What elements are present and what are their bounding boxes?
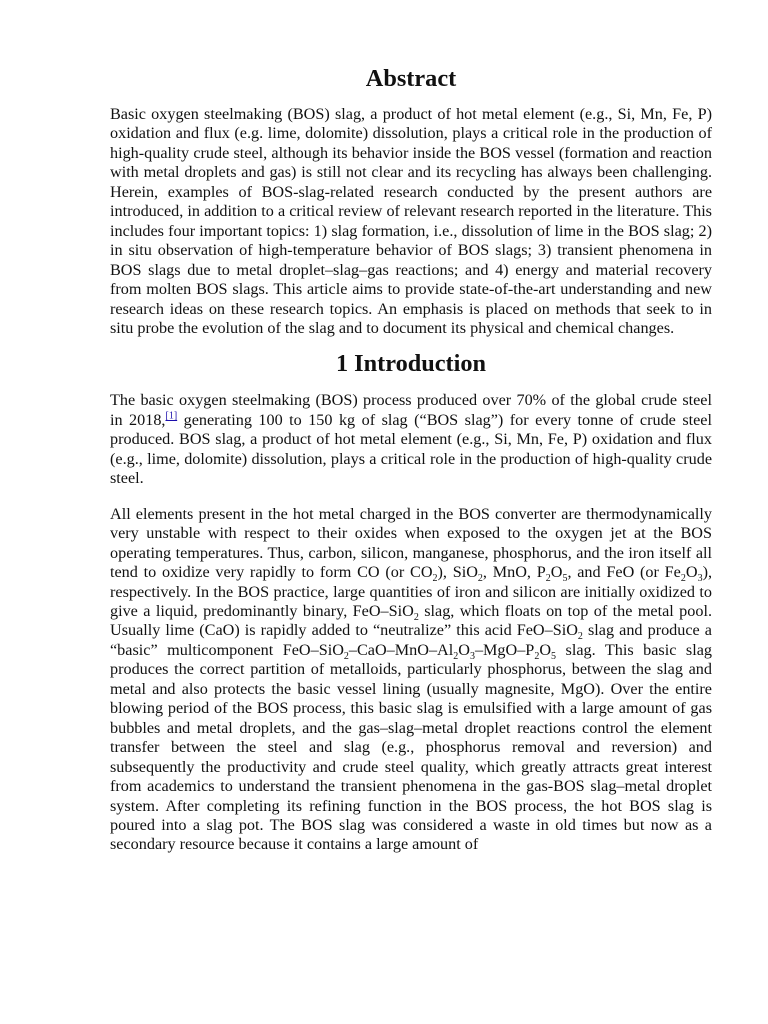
introduction-paragraph-2 bbox=[110, 505, 712, 855]
subscript: 5 bbox=[562, 573, 568, 585]
paragraph-text: , MnO, P bbox=[482, 563, 546, 582]
subscript: 2 bbox=[453, 651, 459, 663]
citation-link[interactable]: [1] bbox=[165, 410, 178, 422]
paragraph-text: generating 100 to 150 kg of slag (“BOS slag”) for every tonne of crude steel produced. BOS slag, a product of hot metal element (e.g., Si, Mn, Fe, P) oxidation and flux (e.g., lime, dolomite) dissolution, plays a critical role in the production of high-quality crude steel. bbox=[110, 410, 712, 488]
introduction-heading: 1 Introduction bbox=[335, 350, 487, 378]
paragraph-text: slag, which floats on top of the metal pool. Usually lime (CaO) is rapidly added to “neutralize” this acid FeO–SiO bbox=[110, 601, 712, 640]
abstract-heading: Abstract bbox=[365, 65, 457, 92]
paragraph-text: ), SiO bbox=[437, 563, 478, 582]
paragraph-text: –MgO–P bbox=[474, 640, 535, 659]
paragraph-text: The basic oxygen steelmaking (BOS) process produced over 70% of the global crude steel in 2018, bbox=[110, 391, 712, 429]
paragraph-text: ), respectively. In the BOS practice, large quantities of iron and silicon are initially oxidized to give a liquid, predominantly binary, FeO–SiO bbox=[110, 563, 712, 620]
subscript: 2 bbox=[534, 651, 540, 663]
subscript: 3 bbox=[469, 651, 475, 663]
paragraph-text: O bbox=[458, 640, 470, 659]
subscript: 2 bbox=[413, 612, 419, 624]
abstract-paragraph: Basic oxygen steelmaking (BOS) slag, a product of hot metal element (e.g., Si, Mn, Fe, P) oxidation and flux (e.g. lime, dolomite) dissolution, plays a critical role in the production of high-quality crude steel, although its behavior inside the BOS vessel (formation and reaction with metal droplets and gas) is still not clear and its recycling has always been challenging. Herein, examples of BOS-slag-related research conducted by the present authors are introduced, in addition to a critical review of relevant research reported in the literature. This includes four important topics: 1) slag formation, i.e., dissolution of lime in the BOS slag; 2) in situ observation of high-temperature behavior of BOS slags; 3) transient phenomena in BOS slags due to metal droplet–slag–gas reactions; and 4) energy and material recovery from molten BOS slags. This article aims to provide state-of-the-art understanding and new research ideas on these research topics. An emphasis is placed on methods that seek to in situ probe the evolution of the slag and to document its physical and chemical changes. bbox=[110, 105, 712, 337]
subscript: 2 bbox=[432, 573, 438, 585]
subscript: 2 bbox=[477, 573, 483, 585]
paragraph-text: slag. This basic slag produces the correct partition of metalloids, particularly phosphorus, between the slag and metal and also protects the basic vessel lining (usually magnesite, MgO). Over the entire blowing period of the BOS process, this basic slag is emulsified with a large amount of gas bubbles and metal droplets, and the gas–slag–metal droplet reactions control the element transfer between the steel and slag (e.g., phosphorus removal and reversion) and subsequently the productivity and crude steel quality, which greatly attracts great interest from academics to understand the transient phenomena in the gas-BOS slag–metal droplet system. After completing its refining function in the BOS process, the hot BOS slag is poured into a slag pot. The BOS slag was considered a waste in old times but now as a secondary resource because it contains a large amount of bbox=[110, 640, 712, 854]
paragraph-text: All elements present in the hot metal charged in the BOS converter are thermodynamically very unstable with respect to their oxides when exposed to the oxygen jet at the BOS operating temperatures. Thus, carbon, silicon, manganese, phosphorus, and the iron itself all tend to oxidize very rapidly to form CO (or CO bbox=[110, 504, 712, 582]
introduction-paragraph-1 bbox=[110, 391, 712, 488]
document-page bbox=[110, 66, 712, 855]
subscript: 2 bbox=[577, 631, 583, 643]
paragraph-text: O bbox=[539, 640, 552, 659]
subscript: 3 bbox=[697, 573, 703, 585]
subscript: 2 bbox=[343, 651, 349, 663]
subscript: 2 bbox=[545, 573, 551, 585]
paragraph-text: O bbox=[550, 563, 563, 582]
paragraph-text: O bbox=[685, 563, 698, 582]
subscript: 5 bbox=[551, 651, 557, 663]
paragraph-text: slag and produce a “basic” multicomponent FeO–SiO bbox=[110, 621, 712, 659]
paragraph-text: , and FeO (or Fe bbox=[567, 563, 681, 582]
paragraph-text: –CaO–MnO–Al bbox=[348, 640, 454, 659]
subscript: 2 bbox=[680, 573, 686, 585]
